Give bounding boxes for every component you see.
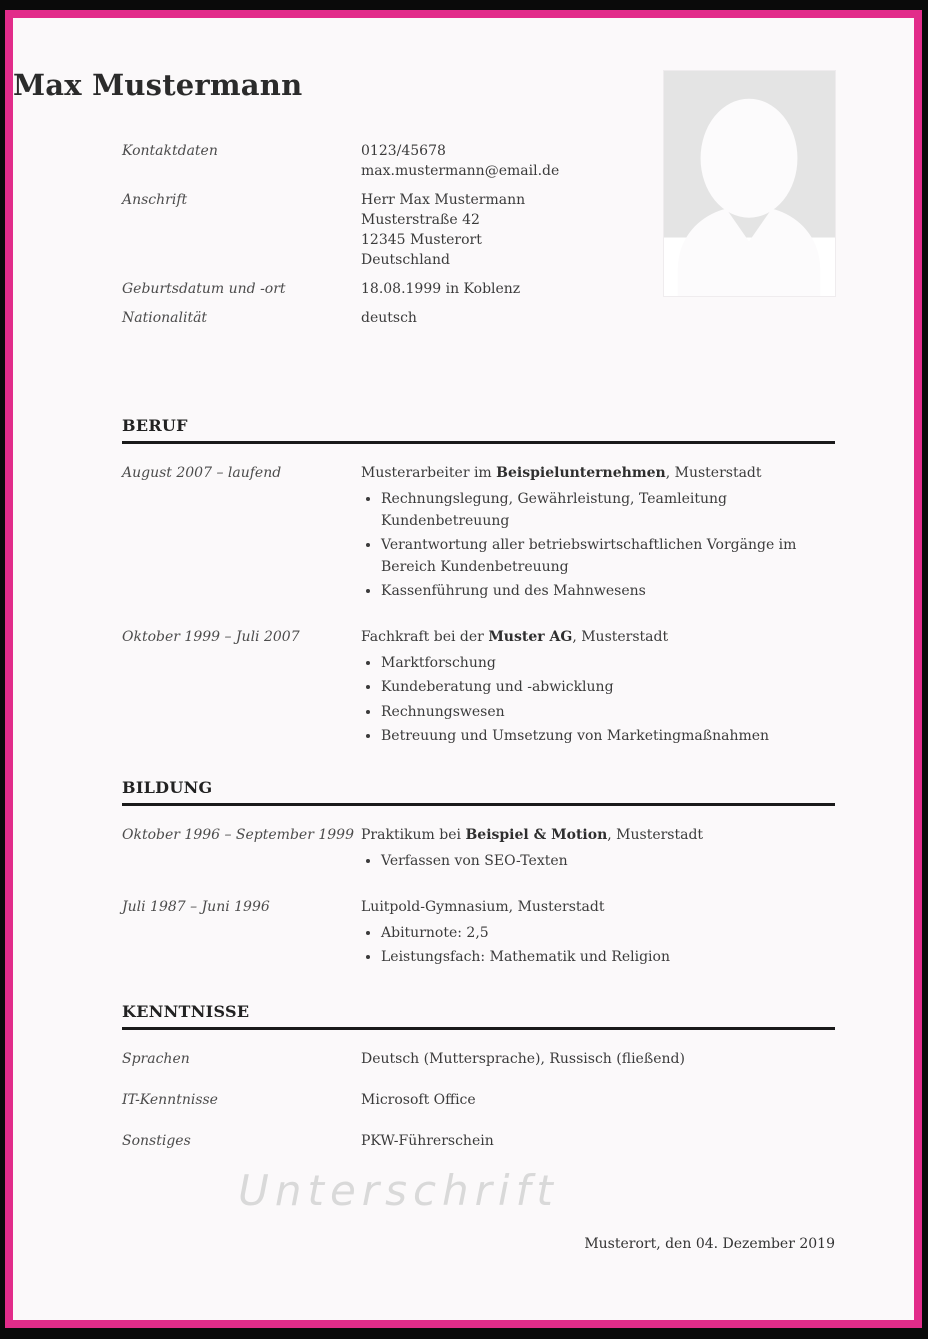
- skill-value: Deutsch (Muttersprache), Russisch (fließend): [361, 1051, 685, 1067]
- skill-label: Sonstiges: [122, 1133, 191, 1149]
- skill-row: [122, 1131, 835, 1151]
- contact-value: [361, 190, 835, 270]
- entry-title: [361, 463, 835, 484]
- entry-title-prefix: Fachkraft bei der: [361, 628, 489, 645]
- entry-bullet: • Marktforschung: [381, 653, 833, 675]
- entry-bullet: • Kundeberatung und -abwicklung: [381, 677, 833, 699]
- entry-title-suffix: , Musterstadt: [572, 628, 669, 645]
- entry-period: Juli 1987 – Juni 1996: [122, 898, 270, 915]
- contact-value-line: deutsch: [361, 310, 417, 326]
- entry-bullet: • Betreuung und Umsetzung von Marketingmaßnahmen: [381, 726, 833, 748]
- page-content: [122, 18, 835, 1320]
- experience-entry: [122, 627, 835, 751]
- contact-label: Anschrift: [122, 192, 188, 208]
- contact-value-line: Herr Max Mustermann: [361, 192, 526, 208]
- entry-title-company: Beispielunternehmen: [496, 465, 666, 481]
- entry-period: Oktober 1996 – September 1999: [122, 827, 354, 843]
- skill-label: Sprachen: [122, 1051, 190, 1067]
- entry-bullet: • Verantwortung aller betriebswirtschaftlichen Vorgänge im Bereich Kundenbetreuung: [381, 535, 833, 578]
- contact-row: [122, 308, 835, 328]
- contact-label: Kontaktdaten: [122, 143, 218, 159]
- skill-row: [122, 1090, 835, 1110]
- entry-title-prefix: Luitpold-Gymnasium, Musterstadt: [361, 898, 605, 915]
- entry-title-company: Beispiel & Motion: [465, 827, 608, 843]
- section-beruf: [122, 417, 835, 751]
- skill-value: PKW-Führerschein: [361, 1133, 494, 1149]
- entry-bullet: • Rechnungslegung, Gewährleistung, Teamleitung Kundenbetreuung: [381, 489, 833, 532]
- resume-page: [13, 18, 914, 1320]
- section-title: BILDUNG: [122, 779, 835, 806]
- contact-label: Geburtsdatum und -ort: [122, 281, 286, 297]
- entry-bullet: • Leistungsfach: Mathematik und Religion: [381, 947, 833, 969]
- entry-body: [361, 463, 835, 606]
- entry-body: [361, 897, 835, 972]
- entry-bullet-list: [361, 653, 833, 748]
- entry-bullet-list: [361, 851, 833, 873]
- entry-body: [361, 825, 835, 876]
- education-entry: [122, 825, 835, 876]
- entry-title: [361, 627, 835, 648]
- contact-row: [122, 190, 835, 270]
- contact-value-line: Musterstraße 42: [361, 212, 480, 228]
- skill-row: [122, 1049, 835, 1069]
- entry-title-prefix: Praktikum bei: [361, 827, 466, 843]
- signature-script: Unterschrift: [238, 1166, 559, 1215]
- entry-bullet: • Rechnungswesen: [381, 702, 833, 724]
- contact-block: [122, 141, 835, 337]
- entry-bullet: • Verfassen von SEO-Texten: [381, 851, 833, 873]
- contact-value-line: Deutschland: [361, 252, 450, 268]
- page-border: [5, 10, 922, 1328]
- signature-place-date: Musterort, den 04. Dezember 2019: [584, 1236, 835, 1252]
- entry-bullet-list: [361, 489, 833, 603]
- education-entry: [122, 897, 835, 972]
- person-name: Max Mustermann: [13, 68, 303, 102]
- entry-title-suffix: , Musterstadt: [665, 465, 762, 481]
- contact-value: [361, 141, 835, 181]
- section-kenntnisse: [122, 1003, 835, 1151]
- entry-bullet: • Kassenführung und des Mahnwesens: [381, 581, 833, 603]
- contact-value: [361, 308, 835, 328]
- section-title: KENNTNISSE: [122, 1003, 835, 1030]
- entry-body: [361, 627, 835, 751]
- entry-title-prefix: Musterarbeiter im: [361, 465, 497, 481]
- entry-bullet: • Abiturnote: 2,5: [381, 923, 833, 945]
- skill-value: Microsoft Office: [361, 1092, 476, 1108]
- contact-value-line: max.mustermann@email.de: [361, 163, 560, 179]
- experience-entry: [122, 463, 835, 606]
- entry-title: [361, 897, 835, 918]
- contact-label: Nationalität: [122, 310, 208, 326]
- entry-title-suffix: , Musterstadt: [607, 827, 704, 843]
- contact-row: [122, 279, 835, 299]
- contact-value-line: 18.08.1999 in Koblenz: [361, 281, 521, 297]
- entry-bullet-list: [361, 923, 833, 969]
- entry-period: Oktober 1999 – Juli 2007: [122, 628, 300, 645]
- section-bildung: [122, 779, 835, 972]
- contact-value: [361, 279, 835, 299]
- skill-label: IT-Kenntnisse: [122, 1092, 218, 1108]
- entry-title: [361, 825, 835, 846]
- contact-value-line: 0123/45678: [361, 143, 446, 159]
- section-title: BERUF: [122, 417, 835, 444]
- contact-value-line: 12345 Musterort: [361, 232, 482, 248]
- entry-period: August 2007 – laufend: [122, 465, 282, 481]
- contact-row: [122, 141, 835, 181]
- entry-title-company: Muster AG: [488, 628, 573, 645]
